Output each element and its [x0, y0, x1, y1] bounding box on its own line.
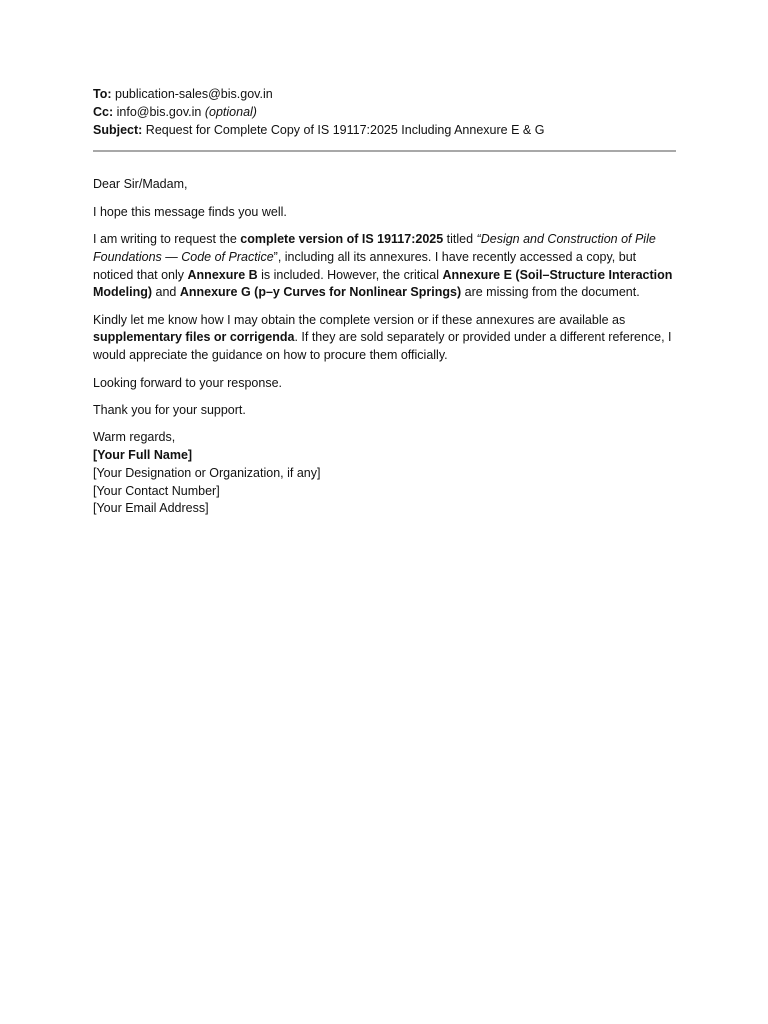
email-body	[93, 176, 677, 419]
inquiry-text-2: . If they are sold separately or provided under a different reference, I would appreciate the guidance on how to procure them officially.	[93, 330, 672, 363]
closing-text: Warm regards,	[93, 430, 176, 445]
request-text-4: is included. However, the critical	[257, 267, 443, 282]
subject-text: Request for Complete Copy of IS 19117:2025 Including Annexure E & G	[145, 122, 545, 137]
to-address[interactable]: publication-sales@bis.gov.in	[115, 87, 273, 101]
request-text-6: are missing from the document.	[461, 285, 640, 300]
email-header	[93, 86, 677, 139]
signature-designation: [Your Designation or Organization, if any]	[93, 465, 321, 480]
subject-line	[93, 122, 677, 140]
subject-label: Subject:	[93, 122, 143, 137]
request-text-2: titled	[443, 231, 477, 246]
paragraph-looking-forward: Looking forward to your response.	[93, 375, 282, 390]
paragraph-intro: I hope this message finds you well.	[93, 204, 287, 219]
inquiry-text-1: Kindly let me know how I may obtain the complete version or if these annexures are available as	[93, 312, 626, 327]
request-text-1: I am writing to request the	[93, 231, 241, 246]
header-divider	[93, 150, 676, 152]
inquiry-bold-supplementary: supplementary files or corrigenda	[93, 330, 295, 345]
cc-address[interactable]: info@bis.gov.in	[116, 104, 202, 119]
request-bold-annexure-e: Annexure E (Soil–Structure Interaction Modeling)	[93, 267, 673, 300]
cc-line	[93, 104, 677, 122]
to-line	[93, 86, 677, 104]
cc-optional-note: (optional)	[204, 104, 257, 119]
signature-block	[93, 429, 677, 518]
email-draft	[93, 86, 677, 518]
request-text-3: ”, including all its annexures. I have recently accessed a copy, but noticed that only	[93, 249, 637, 282]
paragraph-inquiry	[93, 312, 677, 365]
signature-email: [Your Email Address]	[93, 501, 209, 516]
paragraph-request	[93, 231, 677, 302]
signature-name: [Your Full Name]	[93, 447, 193, 462]
request-bold-standard: complete version of IS 19117:2025	[240, 231, 444, 246]
request-bold-annexure-g: Annexure G (p–y Curves for Nonlinear Springs)	[179, 285, 462, 300]
request-text-5: and	[152, 285, 180, 300]
request-italic-title: “Design and Construction of Pile Foundations — Code of Practice	[93, 231, 656, 264]
paragraph-thanks: Thank you for your support.	[93, 402, 246, 417]
cc-label: Cc:	[93, 104, 114, 119]
signature-contact: [Your Contact Number]	[93, 483, 220, 498]
greeting: Dear Sir/Madam,	[93, 177, 188, 192]
to-label: To:	[93, 87, 112, 101]
request-bold-annexure-b: Annexure B	[187, 267, 258, 282]
